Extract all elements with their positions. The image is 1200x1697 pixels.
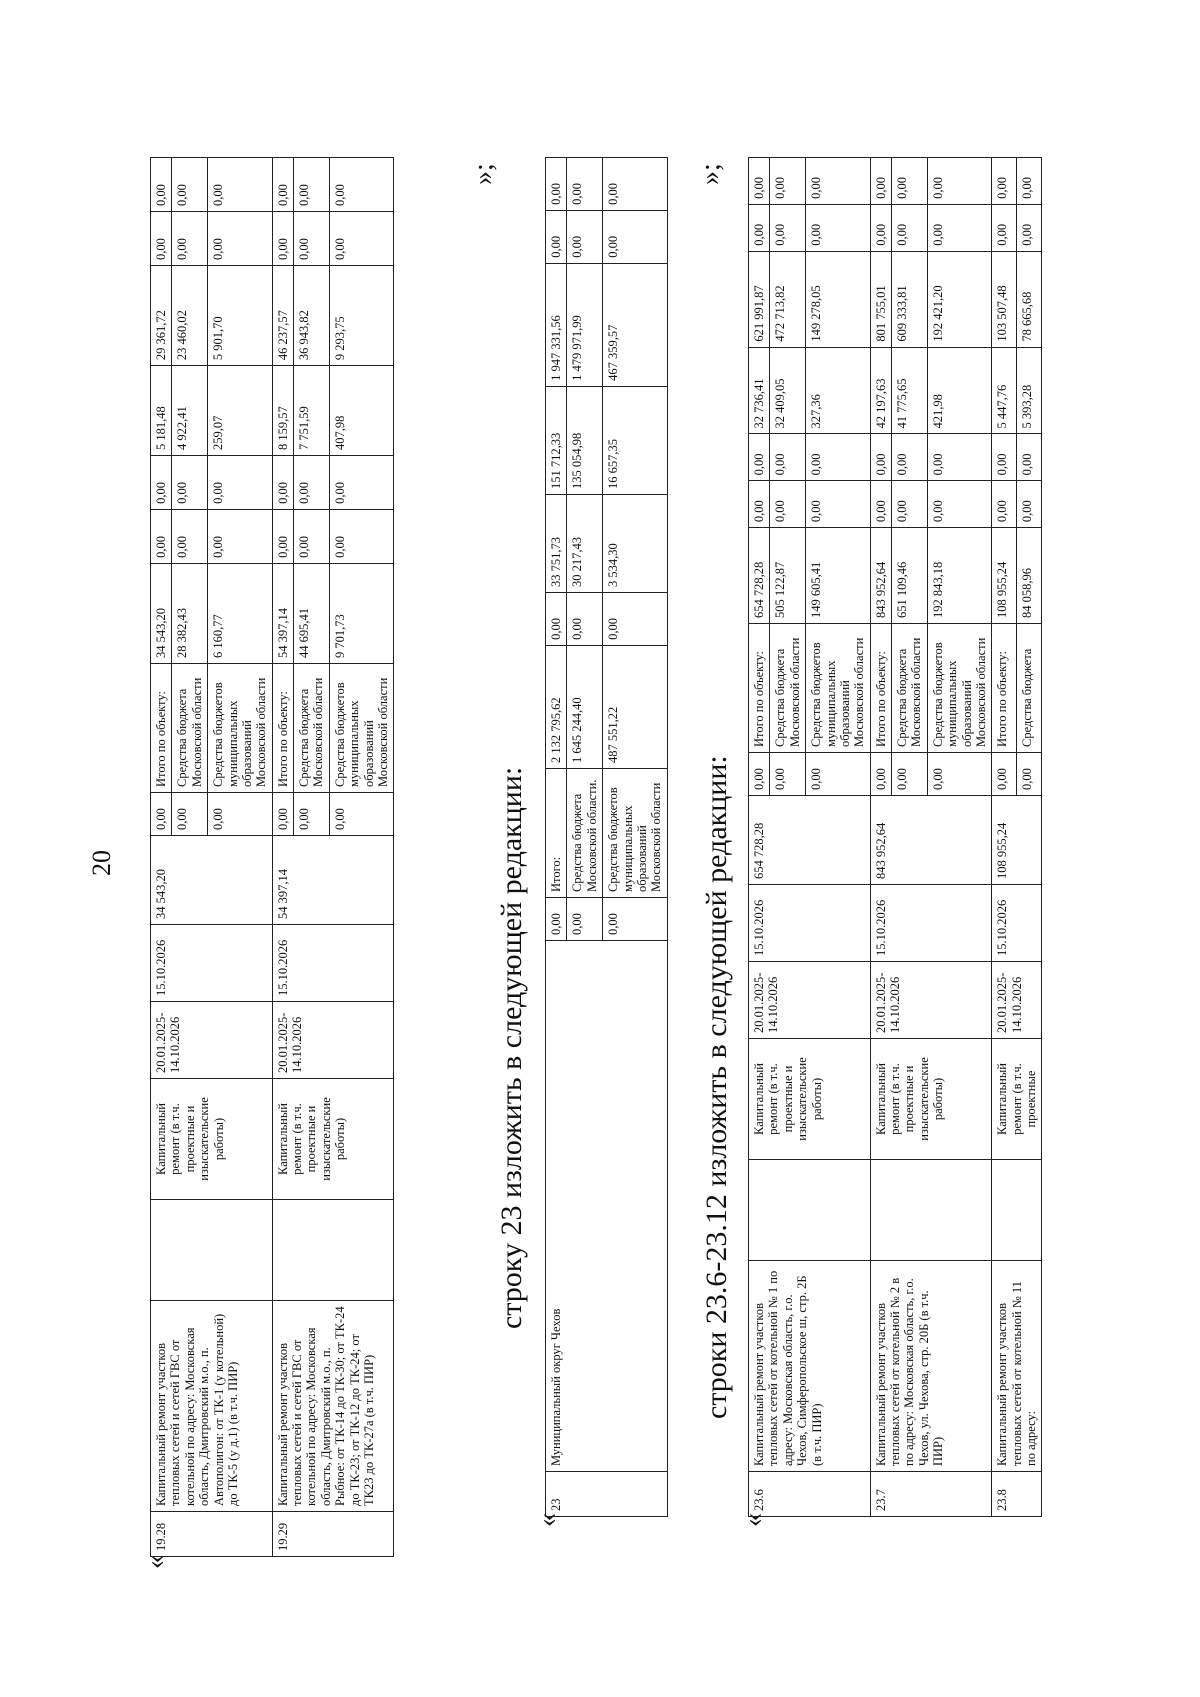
- amount-cell: 843 952,64: [870, 528, 891, 624]
- amount-cell: 0,00: [603, 593, 668, 646]
- amount-cell: 42 197,63: [870, 347, 891, 434]
- funding-source: Средства бюджета Московской области: [892, 624, 928, 753]
- amount-cell: 0,00: [749, 434, 770, 481]
- amount-cell: 0,00: [603, 210, 668, 263]
- close-mark-1: »;: [468, 163, 499, 185]
- amount-cell: 0,00: [172, 158, 208, 212]
- funding-source: Средства бюджетов муниципальных образований Московской области: [208, 664, 273, 793]
- object-name: Капитальный ремонт участков тепловых сетей от котельной № 2 в по адресу: Московская область, г.о. Чехов, ул. Чехова, стр. 20Б (в т.ч. ПИР): [870, 1261, 992, 1472]
- row-number: 23.8: [992, 1472, 1042, 1517]
- work-period: 20.01.2025-14.10.2026: [151, 1002, 273, 1079]
- amount-cell: 0,00: [992, 481, 1017, 528]
- paid-amount: 0,00: [272, 793, 293, 836]
- funding-source: Средства бюджета Московской области: [172, 664, 208, 793]
- municipality-name: Муниципальный округ Чехов: [546, 941, 668, 1472]
- amount-cell: 29 361,72: [151, 265, 172, 365]
- amount-cell: 0,00: [870, 481, 891, 528]
- amount-cell: 0,00: [806, 158, 871, 205]
- amount-cell: 36 943,82: [294, 265, 330, 365]
- amount-cell: 327,36: [806, 347, 871, 434]
- amount-cell: 34 543,20: [151, 563, 172, 663]
- row-number: 19.29: [272, 1512, 394, 1557]
- amount-cell: 41 775,65: [892, 347, 928, 434]
- amount-cell: 0,00: [567, 210, 603, 263]
- empty-cell: [870, 1160, 992, 1261]
- funding-source: Средства бюджетов муниципальных образований Московской области: [927, 624, 992, 753]
- paid-amount: 0,00: [892, 753, 928, 796]
- amount-cell: 1 645 244,40: [567, 645, 603, 768]
- row-number: 23: [546, 1472, 668, 1517]
- row-number: 23.7: [870, 1472, 992, 1517]
- paid-amount: 0,00: [208, 793, 273, 836]
- table-objects-19: [150, 157, 394, 1557]
- amount-cell: 0,00: [151, 455, 172, 509]
- object-name: Капитальный ремонт участков тепловых сетей от котельной № 11 по адресу:: [992, 1261, 1042, 1472]
- amount-cell: 151 712,33: [546, 386, 567, 494]
- funding-source: Средства бюджета: [1017, 624, 1042, 753]
- amount-cell: 651 109,46: [892, 528, 928, 624]
- amount-cell: 5 181,48: [151, 366, 172, 456]
- paid-amount: 0,00: [749, 753, 770, 796]
- amount-cell: 0,00: [806, 434, 871, 481]
- amount-cell: 505 122,87: [770, 528, 806, 624]
- amount-cell: 0,00: [806, 481, 871, 528]
- amount-cell: 135 054,98: [567, 386, 603, 494]
- empty-cell: [749, 1160, 871, 1261]
- amount-cell: 0,00: [870, 158, 891, 205]
- amount-cell: 0,00: [208, 509, 273, 563]
- amount-cell: 2 132 795,62: [546, 645, 567, 768]
- amount-cell: 0,00: [172, 212, 208, 266]
- amount-cell: 0,00: [151, 158, 172, 212]
- amount-cell: 0,00: [992, 204, 1017, 251]
- open-quote-1: «: [140, 1555, 171, 1569]
- work-period: 20.01.2025-14.10.2026: [272, 1002, 394, 1079]
- amount-cell: 0,00: [208, 455, 273, 509]
- amount-cell: 3 534,30: [603, 494, 668, 592]
- amount-cell: 0,00: [151, 212, 172, 266]
- paid-amount: 0,00: [806, 753, 871, 796]
- amount-cell: 259,07: [208, 366, 273, 456]
- funding-source: Средства бюджета Московской области: [770, 624, 806, 753]
- work-period: 20.01.2025-14.10.2026: [992, 962, 1042, 1039]
- commissioning-date: 15.10.2026: [992, 885, 1042, 962]
- amount-cell: 9 701,73: [329, 563, 394, 663]
- amount-cell: 0,00: [992, 158, 1017, 205]
- table-row: [546, 158, 567, 1517]
- amount-cell: 0,00: [892, 158, 928, 205]
- paid-amount: 0,00: [870, 753, 891, 796]
- amount-cell: 78 665,68: [1017, 251, 1042, 347]
- amount-cell: 0,00: [329, 212, 394, 266]
- row-number: 23.6: [749, 1472, 871, 1517]
- amount-cell: 0,00: [770, 158, 806, 205]
- open-quote-2: «: [532, 1513, 563, 1527]
- table-row: [992, 158, 1017, 1517]
- amount-cell: 84 058,96: [1017, 528, 1042, 624]
- amount-cell: 0,00: [294, 509, 330, 563]
- object-name: Капитальный ремонт участков тепловых сетей от котельной № 1 по адресу: Московская область, г.о. Чехов, Симферопольское ш, стр. 2Б (в т.ч. ПИР): [749, 1261, 871, 1472]
- amount-cell: 33 751,73: [546, 494, 567, 592]
- work-period: 20.01.2025-14.10.2026: [749, 962, 871, 1039]
- amount-cell: 407,98: [329, 366, 394, 456]
- amount-cell: 7 751,59: [294, 366, 330, 456]
- amount-cell: 0,00: [770, 481, 806, 528]
- amount-cell: 0,00: [927, 434, 992, 481]
- amount-cell: 6 160,77: [208, 563, 273, 663]
- amount-cell: 44 695,41: [294, 563, 330, 663]
- amount-cell: 0,00: [546, 593, 567, 646]
- object-name: Капитальный ремонт участков тепловых сетей и сетей ГВС от котельной по адресу: Московская область, Дмитровский м.о., п. Рыбное: от ТК-14 до ТК-30; от ТК-24 до ТК-23; от ТК-12 до ТК-24; от ТК23 до ТК-27а (в т.ч. ПИР): [272, 1301, 394, 1512]
- amount-cell: 0,00: [294, 158, 330, 212]
- amount-cell: 0,00: [329, 158, 394, 212]
- heading-row-23: строку 23 изложить в следующей редакции:: [495, 766, 528, 1329]
- commissioning-date: 15.10.2026: [749, 885, 871, 962]
- paid-amount: 0,00: [329, 793, 394, 836]
- amount-cell: 0,00: [749, 204, 770, 251]
- amount-cell: 0,00: [927, 204, 992, 251]
- amount-cell: 46 237,57: [272, 265, 293, 365]
- amount-cell: 9 293,75: [329, 265, 394, 365]
- amount-cell: 149 278,05: [806, 251, 871, 347]
- amount-cell: 0,00: [603, 158, 668, 211]
- estimated-cost: 843 952,64: [870, 796, 992, 885]
- funding-source: Итого по объекту:: [992, 624, 1017, 753]
- amount-cell: 609 333,81: [892, 251, 928, 347]
- funding-source: Итого:: [546, 769, 567, 898]
- estimated-cost: 654 728,28: [749, 796, 871, 885]
- object-name: Капитальный ремонт участков тепловых сетей и сетей ГВС от котельной по адресу: Московская область, Дмитровский м.о., п. Автополигон: от ТК-1 (у котельной) до ТК-5 (у д.1) (в т.ч. ПИР): [151, 1301, 273, 1512]
- amount-cell: 54 397,14: [272, 563, 293, 663]
- amount-cell: 0,00: [1017, 158, 1042, 205]
- paid-amount: 0,00: [1017, 753, 1042, 796]
- amount-cell: 0,00: [870, 434, 891, 481]
- funding-source: Итого по объекту:: [272, 664, 293, 793]
- paid-amount: 0,00: [992, 753, 1017, 796]
- amount-cell: 0,00: [1017, 481, 1042, 528]
- amount-cell: 0,00: [294, 212, 330, 266]
- amount-cell: 621 991,87: [749, 251, 770, 347]
- funding-source: Итого по объекту:: [749, 624, 770, 753]
- open-quote-3: «: [738, 1513, 769, 1527]
- amount-cell: 108 955,24: [992, 528, 1017, 624]
- amount-cell: 0,00: [770, 434, 806, 481]
- amount-cell: 0,00: [172, 455, 208, 509]
- work-type: Капитальный ремонт (в т.ч. проектные и изыскательские работы): [272, 1079, 394, 1200]
- paid-amount: 0,00: [770, 753, 806, 796]
- amount-cell: 0,00: [272, 158, 293, 212]
- work-period: 20.01.2025-14.10.2026: [870, 962, 992, 1039]
- paid-amount: 0,00: [172, 793, 208, 836]
- amount-cell: 32 736,41: [749, 347, 770, 434]
- heading-rows-23-6-23-12: строки 23.6-23.12 изложить в следующей редакции:: [700, 755, 733, 1419]
- amount-cell: 1 947 331,56: [546, 263, 567, 386]
- work-type: Капитальный ремонт (в т.ч. проектные и изыскательские работы): [749, 1039, 871, 1160]
- amount-cell: 4 922,41: [172, 366, 208, 456]
- amount-cell: 487 551,22: [603, 645, 668, 768]
- amount-cell: 467 359,57: [603, 263, 668, 386]
- estimated-cost: 54 397,14: [272, 836, 394, 925]
- table-row: [749, 158, 770, 1517]
- amount-cell: 16 657,35: [603, 386, 668, 494]
- paid-amount: 0,00: [546, 898, 567, 941]
- row-number: 19.28: [151, 1512, 273, 1557]
- paid-amount: 0,00: [603, 898, 668, 941]
- amount-cell: 0,00: [208, 212, 273, 266]
- estimated-cost: 34 543,20: [151, 836, 273, 925]
- empty-cell: [272, 1200, 394, 1301]
- close-mark-2: »;: [695, 163, 726, 185]
- amount-cell: 0,00: [770, 204, 806, 251]
- funding-source: Средства бюджетов муниципальных образований Московской области: [603, 769, 668, 898]
- amount-cell: 28 382,43: [172, 563, 208, 663]
- amount-cell: 0,00: [892, 434, 928, 481]
- amount-cell: 0,00: [892, 204, 928, 251]
- amount-cell: 0,00: [870, 204, 891, 251]
- paid-amount: 0,00: [151, 793, 172, 836]
- paid-amount: 0,00: [927, 753, 992, 796]
- amount-cell: 0,00: [567, 158, 603, 211]
- estimated-cost: 108 955,24: [992, 796, 1042, 885]
- amount-cell: 8 159,57: [272, 366, 293, 456]
- funding-source: Итого по объекту:: [151, 664, 172, 793]
- amount-cell: 0,00: [546, 158, 567, 211]
- amount-cell: 654 728,28: [749, 528, 770, 624]
- amount-cell: 0,00: [329, 455, 394, 509]
- table-objects-23: [748, 157, 1042, 1517]
- page-number: 20: [87, 850, 116, 876]
- amount-cell: 192 421,20: [927, 251, 992, 347]
- amount-cell: 801 755,01: [870, 251, 891, 347]
- table-row: [272, 158, 293, 1557]
- empty-cell: [151, 1200, 273, 1301]
- amount-cell: 0,00: [749, 481, 770, 528]
- amount-cell: 0,00: [172, 509, 208, 563]
- table-row-23: [545, 157, 668, 1517]
- work-type: Капитальный ремонт (в т.ч. проектные и изыскательские работы): [870, 1039, 992, 1160]
- funding-source: Средства бюджета Московской области: [294, 664, 330, 793]
- amount-cell: 5 447,76: [992, 347, 1017, 434]
- table-row: [870, 158, 891, 1517]
- amount-cell: 192 843,18: [927, 528, 992, 624]
- amount-cell: 0,00: [208, 158, 273, 212]
- commissioning-date: 15.10.2026: [870, 885, 992, 962]
- funding-source: Средства бюджетов муниципальных образований Московской области: [329, 664, 394, 793]
- amount-cell: 0,00: [272, 212, 293, 266]
- amount-cell: 0,00: [1017, 434, 1042, 481]
- amount-cell: 0,00: [749, 158, 770, 205]
- amount-cell: 0,00: [1017, 204, 1042, 251]
- amount-cell: 23 460,02: [172, 265, 208, 365]
- amount-cell: 30 217,43: [567, 494, 603, 592]
- funding-source: Средства бюджета Московской области.: [567, 769, 603, 898]
- amount-cell: 421,98: [927, 347, 992, 434]
- amount-cell: 149 605,41: [806, 528, 871, 624]
- commissioning-date: 15.10.2026: [151, 925, 273, 1002]
- work-type: Капитальный ремонт (в т.ч. проектные и изыскательские работы): [151, 1079, 273, 1200]
- amount-cell: 0,00: [927, 481, 992, 528]
- amount-cell: 0,00: [272, 509, 293, 563]
- commissioning-date: 15.10.2026: [272, 925, 394, 1002]
- amount-cell: 32 409,05: [770, 347, 806, 434]
- work-type: Капитальный ремонт (в т.ч. проектные: [992, 1039, 1042, 1160]
- amount-cell: 472 713,82: [770, 251, 806, 347]
- amount-cell: 5 393,28: [1017, 347, 1042, 434]
- funding-source: Средства бюджетов муниципальных образований Московской области: [806, 624, 871, 753]
- paid-amount: 0,00: [567, 898, 603, 941]
- amount-cell: 0,00: [329, 509, 394, 563]
- amount-cell: 0,00: [806, 204, 871, 251]
- amount-cell: 0,00: [151, 509, 172, 563]
- amount-cell: 0,00: [992, 434, 1017, 481]
- funding-source: Итого по объекту:: [870, 624, 891, 753]
- amount-cell: 0,00: [546, 210, 567, 263]
- amount-cell: 0,00: [567, 593, 603, 646]
- amount-cell: 0,00: [272, 455, 293, 509]
- paid-amount: 0,00: [294, 793, 330, 836]
- amount-cell: 103 507,48: [992, 251, 1017, 347]
- amount-cell: 0,00: [892, 481, 928, 528]
- empty-cell: [992, 1160, 1042, 1261]
- table-row: [151, 158, 172, 1557]
- amount-cell: 5 901,70: [208, 265, 273, 365]
- amount-cell: 1 479 971,99: [567, 263, 603, 386]
- amount-cell: 0,00: [927, 158, 992, 205]
- amount-cell: 0,00: [294, 455, 330, 509]
